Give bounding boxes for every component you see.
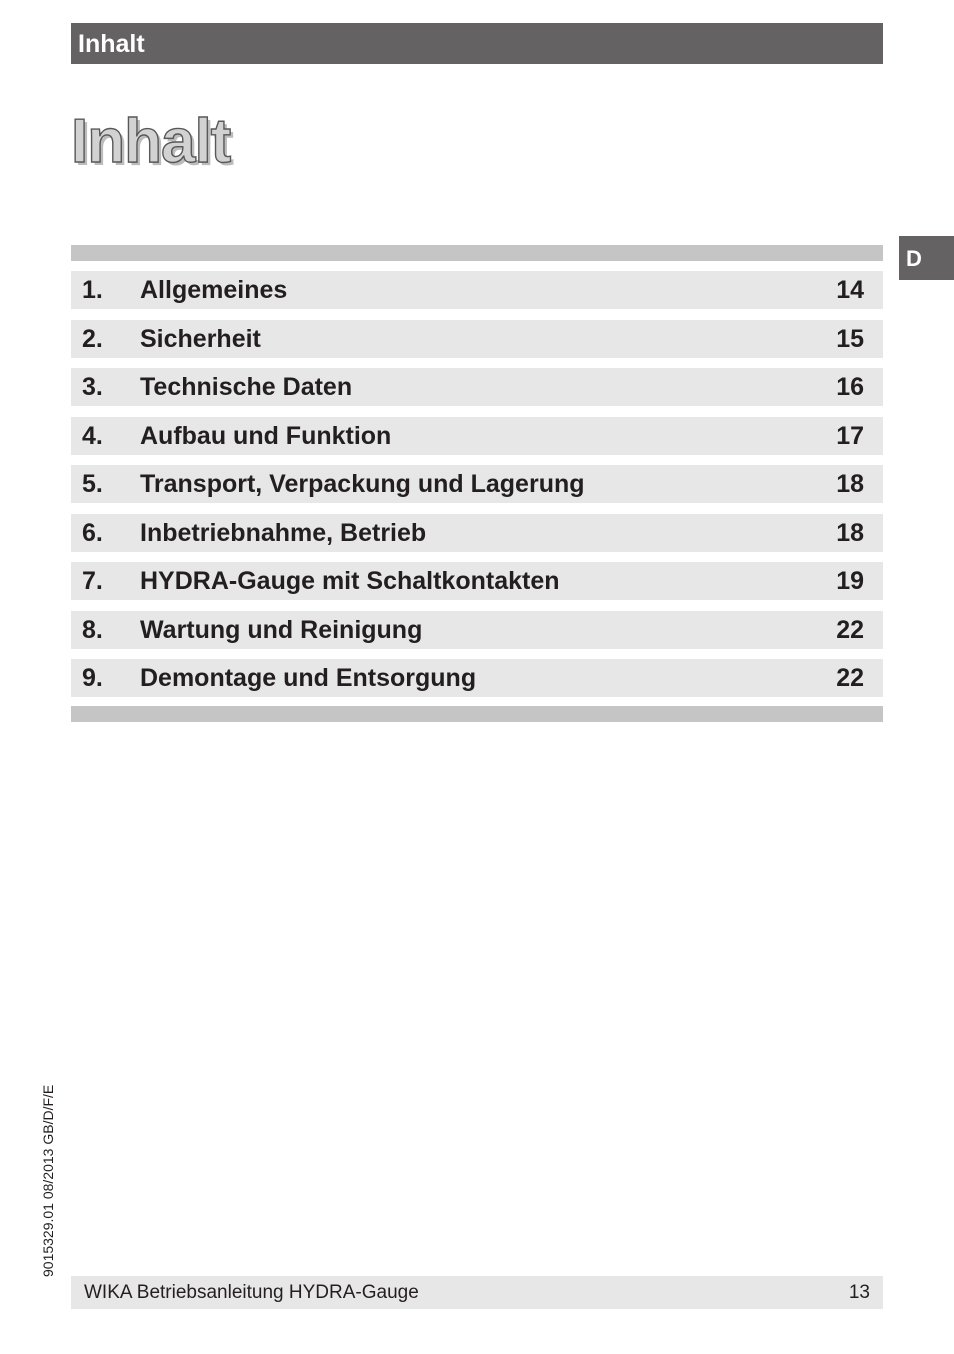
language-tab-label: D: [906, 246, 922, 271]
toc-bottom-rule: [71, 706, 883, 722]
toc-entry-page: 19: [836, 567, 864, 595]
toc-entry-sicherheit[interactable]: [71, 320, 883, 358]
footer-page-number: 13: [848, 1282, 870, 1303]
section-header-title: Inhalt: [78, 30, 145, 58]
toc-entry-page: 16: [836, 373, 864, 401]
toc-entry-page: 22: [836, 615, 864, 644]
toc-entry-page: 18: [836, 518, 864, 547]
toc-entry-allgemeines[interactable]: [71, 271, 883, 309]
toc-entry-title: Inbetriebnahme, Betrieb: [140, 518, 427, 547]
toc-entry-number: 7.: [82, 567, 103, 595]
toc-entry-number: 3.: [82, 373, 103, 401]
toc-entry-title: HYDRA-Gauge mit Schaltkontakten: [140, 567, 560, 595]
footer-document-title: WIKA Betriebsanleitung HYDRA-Gauge: [84, 1282, 419, 1303]
toc-entry-wartung[interactable]: [71, 611, 883, 649]
toc-entry-page: 17: [836, 421, 864, 450]
toc-entry-number: 2.: [82, 324, 103, 353]
toc-entry-number: 1.: [82, 276, 103, 304]
toc-entry-title: Allgemeines: [140, 276, 288, 304]
toc-entry-number: 4.: [82, 421, 103, 450]
toc-entry-hydra-gauge[interactable]: [71, 562, 883, 600]
toc-entry-title: Sicherheit: [140, 324, 261, 353]
toc-entry-page: 22: [836, 664, 864, 692]
toc-entry-page: 14: [836, 276, 864, 304]
toc-entry-number: 6.: [82, 518, 103, 547]
toc-entry-technische-daten[interactable]: [71, 368, 883, 406]
toc-entry-title: Demontage und Entsorgung: [140, 664, 477, 692]
page-footer: [71, 1276, 883, 1309]
toc-entry-inbetriebnahme[interactable]: [71, 514, 883, 552]
toc-entry-number: 9.: [82, 664, 103, 692]
document-code: 9015329.01 08/2013 GB/D/F/E: [40, 1084, 56, 1277]
toc-entry-transport[interactable]: [71, 465, 883, 503]
toc-entry-page: 15: [836, 324, 864, 353]
toc-top-rule: [71, 245, 883, 261]
table-of-contents: [71, 271, 883, 708]
toc-entry-page: 18: [836, 470, 864, 498]
section-header: [71, 23, 883, 64]
language-tab[interactable]: [899, 236, 954, 280]
toc-entry-title: Technische Daten: [140, 373, 353, 401]
toc-entry-aufbau-und-funktion[interactable]: [71, 417, 883, 455]
toc-entry-title: Transport, Verpackung und Lagerung: [140, 470, 585, 498]
page-title: Inhalt: [71, 107, 231, 176]
toc-entry-title: Wartung und Reinigung: [140, 615, 423, 644]
toc-entry-title: Aufbau und Funktion: [140, 421, 392, 450]
toc-entry-demontage[interactable]: [71, 659, 883, 697]
toc-entry-number: 8.: [82, 615, 103, 644]
toc-entry-number: 5.: [82, 470, 103, 498]
